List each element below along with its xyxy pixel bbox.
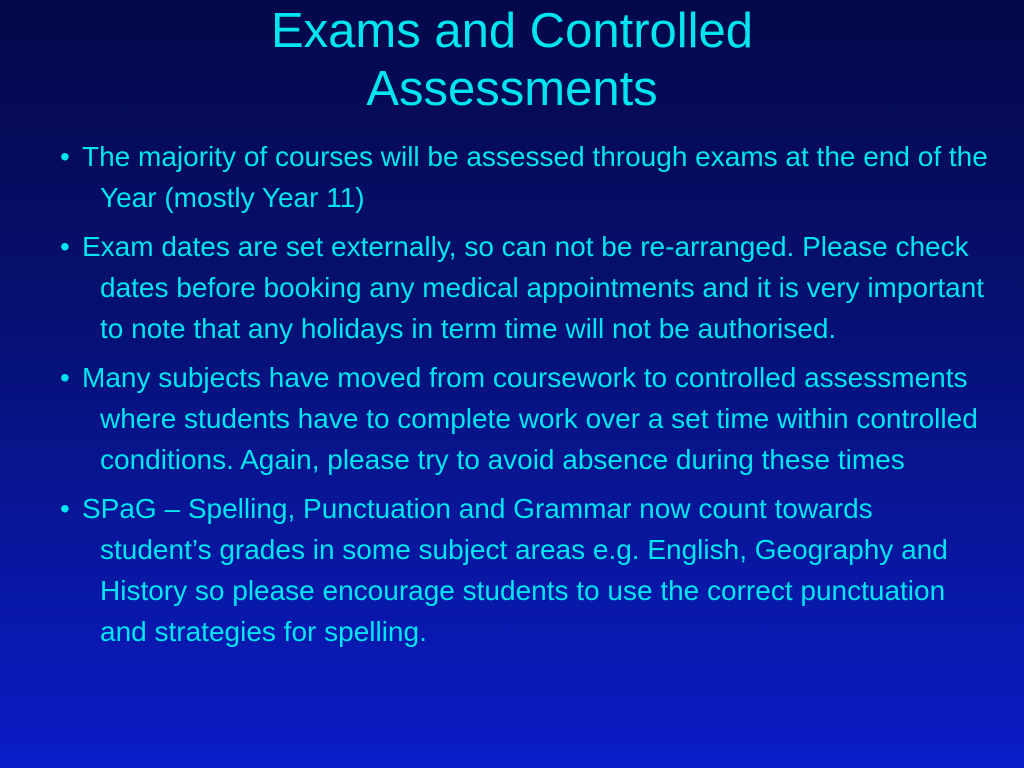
bullet-dot-icon: • (60, 141, 70, 172)
bullet-text: The majority of courses will be assessed through exams at the end of the Year (mostly Year 11) (82, 141, 988, 213)
bullet-text: Exam dates are set externally, so can not be re-arranged. Please check dates before booking any medical appointments and it is very important to note that any holidays in term time will not be authorised. (82, 231, 985, 344)
slide-title (0, 2, 1024, 118)
bullet-item-exams (60, 136, 990, 218)
bullet-dot-icon: • (60, 362, 70, 393)
bullet-list (60, 136, 990, 660)
bullet-dot-icon: • (60, 493, 70, 524)
bullet-text: SPaG – Spelling, Punctuation and Grammar now count towards student’s grades in some subject areas e.g. English, Geography and History so please encourage students to use the correct punctuation and strategies for spelling. (82, 493, 948, 647)
slide-title-line-1: Exams and Controlled (270, 4, 754, 58)
bullet-dot-icon: • (60, 231, 70, 262)
bullet-item-exam-dates (60, 226, 990, 349)
slide-title-line-2: Assessments (366, 62, 658, 116)
bullet-text: Many subjects have moved from coursework to controlled assessments where students have to complete work over a set time within controlled conditions. Again, please try to avoid absence during these times (82, 362, 978, 475)
bullet-item-controlled-assessments (60, 357, 990, 480)
bullet-item-spag (60, 488, 990, 652)
